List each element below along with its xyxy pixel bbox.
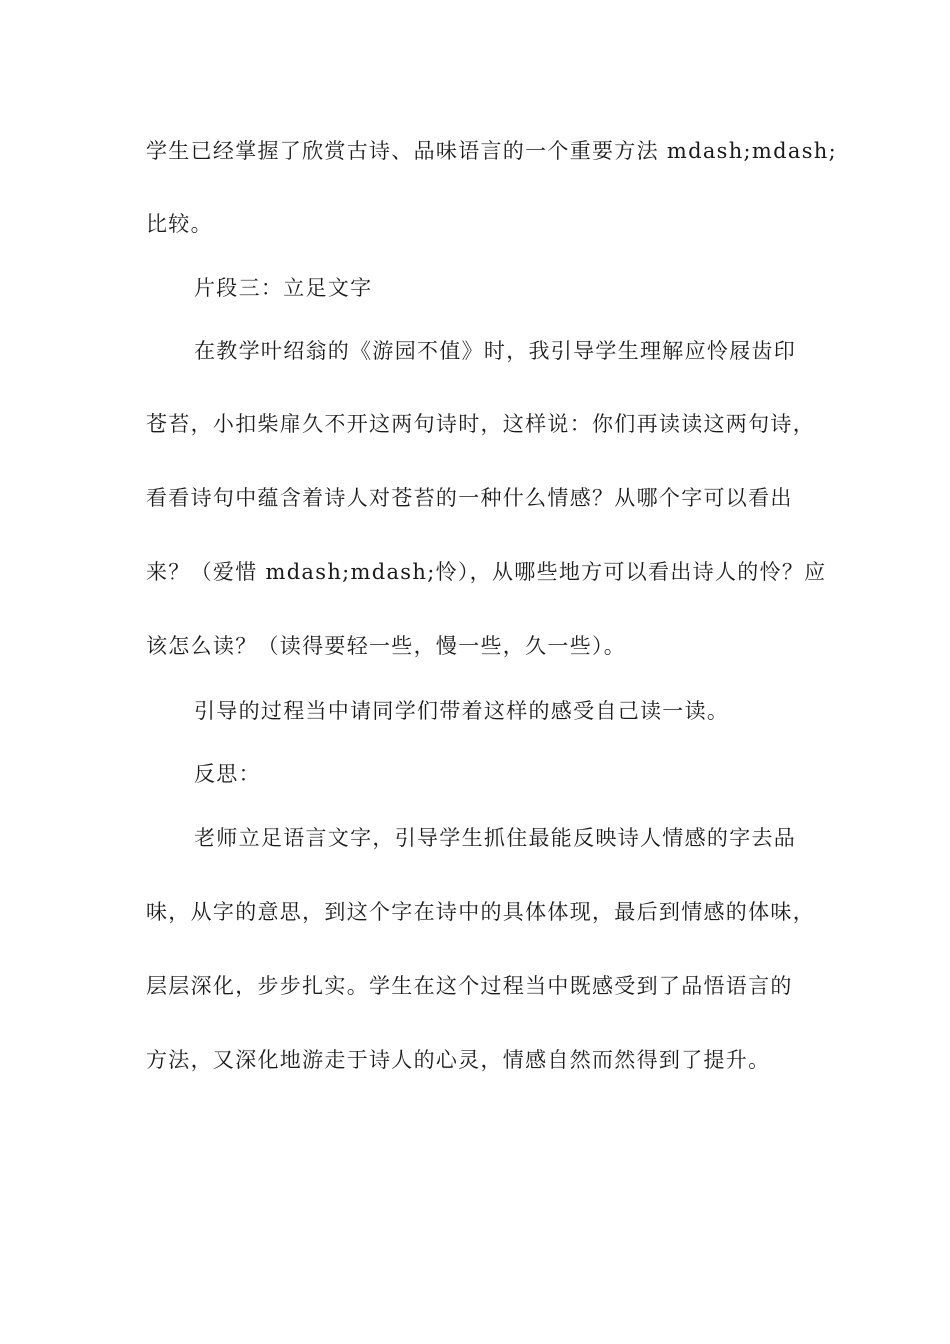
paragraph-line: 比较。 bbox=[146, 212, 213, 236]
reflection-heading: 反思： bbox=[194, 762, 261, 786]
paragraph-line: 看看诗句中蕴含着诗人对苍苔的一种什么情感？从哪个字可以看出 bbox=[146, 486, 793, 510]
paragraph-line: 来？（爱惜 mdash;mdash;怜），从哪些地方可以看出诗人的怜？应 bbox=[146, 560, 827, 584]
paragraph-line: 苍苔，小扣柴扉久不开这两句诗时，这样说：你们再读读这两句诗， bbox=[146, 412, 815, 436]
paragraph-line: 层层深化，步步扎实。学生在这个过程当中既感受到了品悟语言的 bbox=[146, 974, 793, 998]
paragraph-line: 味，从字的意思，到这个字在诗中的具体体现，最后到情感的体味， bbox=[146, 900, 815, 924]
section-heading: 片段三：立足文字 bbox=[194, 276, 373, 300]
paragraph-line: 该怎么读？（读得要轻一些，慢一些，久一些）。 bbox=[146, 634, 627, 658]
paragraph-line: 方法，又深化地游走于诗人的心灵，情感自然而然得到了提升。 bbox=[146, 1048, 771, 1072]
paragraph-line: 老师立足语言文字，引导学生抓住最能反映诗人情感的字去品 bbox=[194, 826, 797, 850]
paragraph-line: 在教学叶绍翁的《游园不值》时，我引导学生理解应怜屐齿印 bbox=[194, 339, 797, 363]
paragraph-line: 引导的过程当中请同学们带着这样的感受自己读一读。 bbox=[194, 699, 730, 723]
paragraph-line: 学生已经掌握了欣赏古诗、品味语言的一个重要方法 mdash;mdash; bbox=[146, 139, 837, 163]
